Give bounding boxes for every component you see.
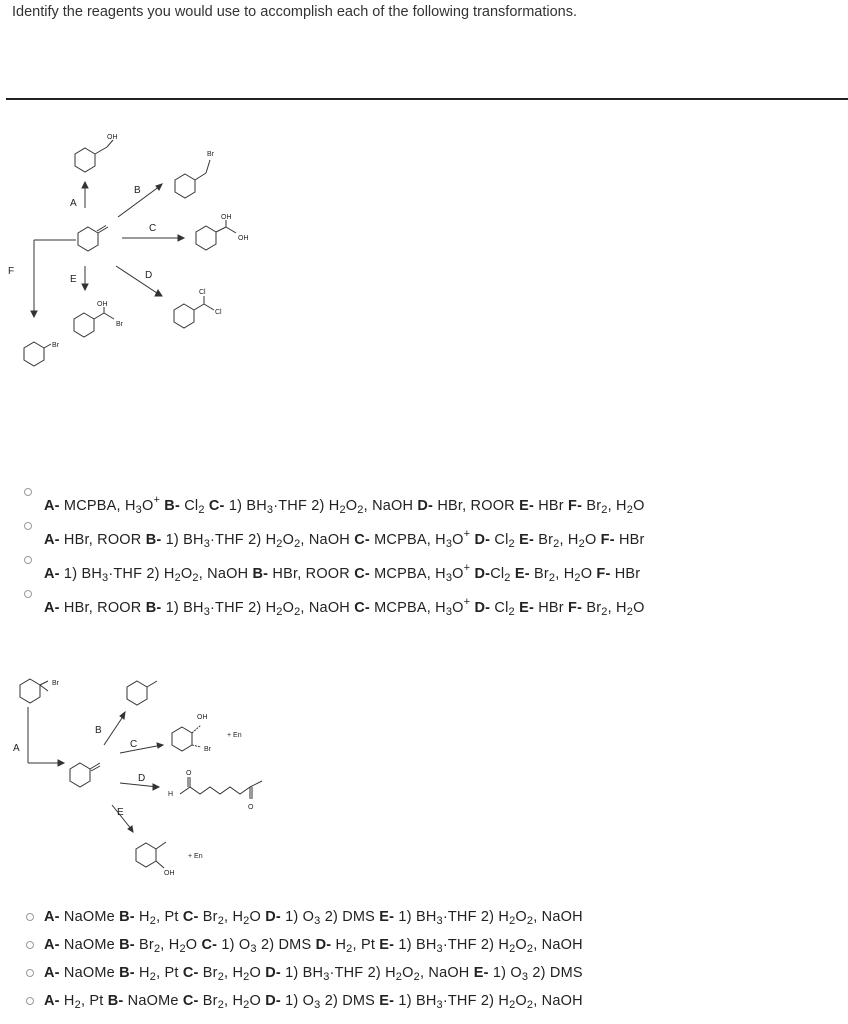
q2-option[interactable]: A- $H_2$, Pt B- NaOMe C- $Br_2$, $H_2O$ D- 1) $O_3$ 2) DMS E- 1) $BH_3\cdot THF$ 2) $H_2O_2$, NaOH	[0, 991, 848, 1019]
sub-br-c2: Br	[204, 746, 211, 753]
product-b-ring	[175, 174, 195, 198]
scheme1-label-e: E	[70, 274, 77, 285]
product-d-ring	[174, 304, 194, 328]
product-c-ring	[196, 226, 216, 250]
sub-oh-c2: OH	[197, 714, 208, 721]
scheme-2-drawing	[0, 665, 300, 885]
scheme1-label-a: A	[70, 198, 77, 209]
product-f-ring	[24, 342, 44, 366]
radio-button[interactable]	[24, 522, 32, 530]
radio-button[interactable]	[24, 556, 32, 564]
reaction-scheme-1	[0, 120, 300, 390]
scheme2-label-c: C	[130, 739, 138, 750]
radio-button[interactable]	[24, 590, 32, 598]
enantiomer-note-e: + En	[188, 853, 203, 860]
product-c2-ring	[172, 727, 192, 751]
radio-button[interactable]	[26, 997, 34, 1005]
sub-oh-c1: OH	[221, 214, 232, 221]
sub-br-e: Br	[116, 321, 123, 328]
scheme2-label-b: B	[95, 725, 102, 736]
q1-option[interactable]: A- HBr, ROOR B- 1) $BH_3\cdot THF$ 2) $H_2O_2$, NaOH C- MCPBA, $H_3O^+$ D- $Cl_2$ E- HBr F- $Br_2$, $H_2O$	[0, 592, 848, 620]
scheme-1-drawing	[0, 120, 300, 390]
sub-br-start: Br	[52, 680, 59, 687]
scheme2-label-e: E	[117, 807, 124, 818]
radio-button[interactable]	[26, 969, 34, 977]
radio-button[interactable]	[24, 488, 32, 496]
center-alkene-ring	[78, 227, 98, 251]
sub-cl-d1: Cl	[199, 289, 206, 296]
product-a-ring	[75, 148, 95, 172]
q2-option[interactable]: A- NaOMe B- $H_2$, Pt C- $Br_2$, $H_2O$ D- 1) $O_3$ 2) DMS E- 1) $BH_3\cdot THF$ 2) $H_2O_2$, NaOH	[0, 907, 848, 935]
scheme2-label-d: D	[138, 773, 146, 784]
q2-option[interactable]: A- NaOMe B- $H_2$, Pt C- $Br_2$, $H_2O$ D- 1) $BH_3\cdot THF$ 2) $H_2O_2$, NaOH E- 1) $O_3$ 2) DMS	[0, 963, 848, 991]
q1-option[interactable]: A- 1) $BH_3\cdot THF$ 2) $H_2O_2$, NaOH B- HBr, ROOR C- MCPBA, $H_3O^+$ $D-Cl_2$ E- $Br_2$, $H_2O$ F- HBr	[0, 558, 848, 586]
sub-oh-e2: OH	[164, 870, 175, 877]
sub-oh-e: OH	[97, 301, 108, 308]
enantiomer-note-c: + En	[227, 732, 242, 739]
divider	[6, 98, 848, 100]
sub-o-d1: O	[186, 770, 192, 777]
q1-option[interactable]: A- HBr, ROOR B- 1) $BH_3\cdot THF$ 2) $H_2O_2$, NaOH C- MCPBA, $H_3O^+$ D- $Cl_2$ E- $Br_2$, $H_2O$ F- HBr	[0, 524, 848, 552]
radio-button[interactable]	[26, 941, 34, 949]
sub-o-d2: O	[248, 804, 254, 811]
sub-cl-d2: Cl	[215, 309, 222, 316]
product-e2-ring	[136, 843, 156, 867]
scheme2-label-a: A	[13, 743, 20, 754]
scheme1-label-c: C	[149, 223, 157, 234]
q2-option[interactable]: A- NaOMe B- $Br_2$, $H_2O$ C- 1) $O_3$ 2) DMS D- $H_2$, Pt E- 1) $BH_3\cdot THF$ 2) $H_2O_2$, NaOH	[0, 935, 848, 963]
scheme1-label-b: B	[134, 185, 141, 196]
scheme1-label-f: F	[8, 266, 15, 277]
sub-oh-a: OH	[107, 134, 118, 141]
sub-br-b: Br	[207, 151, 214, 158]
radio-button[interactable]	[26, 913, 34, 921]
start-bromide-ring	[20, 679, 40, 703]
sub-br-f: Br	[52, 342, 59, 349]
scheme1-label-d: D	[145, 270, 153, 281]
product-b2-ring	[127, 681, 147, 705]
question-prompt: Identify the reagents you would use to accomplish each of the following transformations.	[12, 4, 578, 20]
product-e-ring	[74, 313, 94, 337]
alkene-ring	[70, 763, 90, 787]
sub-oh-c2: OH	[238, 235, 249, 242]
q1-option[interactable]: A- MCPBA, $H_3O^+$ B- $Cl_2$ C- 1) $BH_3\cdot THF$ 2) $H_2O_2$, NaOH D- HBr, ROOR E- HBr F- $Br_2$, $H_2O$	[0, 490, 848, 518]
reaction-scheme-2	[0, 665, 300, 885]
sub-h-d: H	[168, 791, 174, 798]
